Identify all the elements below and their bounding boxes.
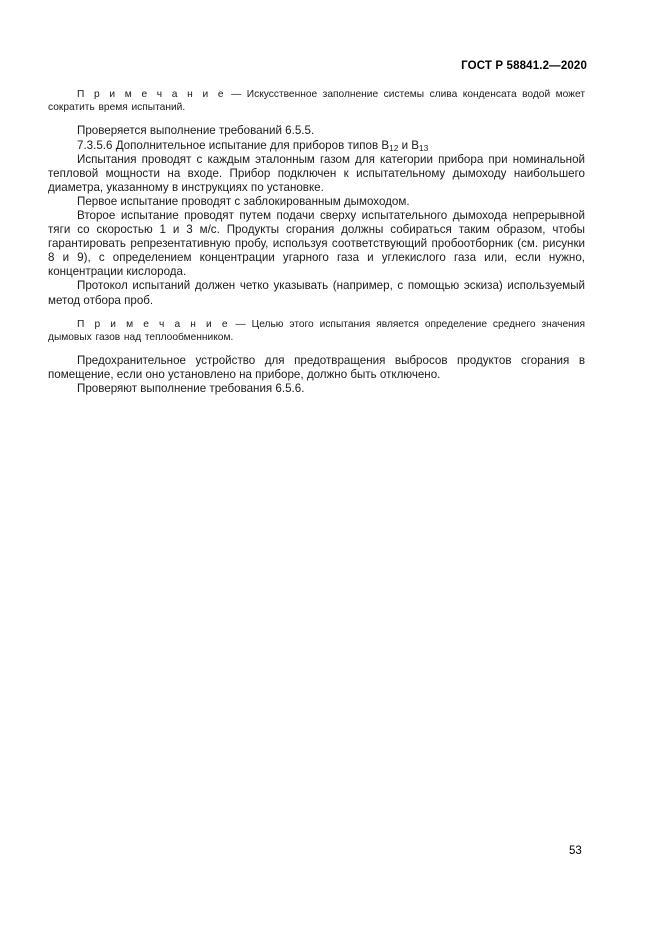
page-text-column [48,88,585,396]
paragraph-check-6-5-5: Проверяется выполнение требований 6.5.5. [77,124,315,138]
paragraph-safety-device: Предохранительное устройство для предотвращения выбросов продуктов сгорания в помещение, если оно установлено на приборе, должно быть отключено. [48,354,585,382]
note-text: Целью этого испытания является определение среднего значения дымовых газов над теплообменником. [48,318,585,343]
paragraph-first-test: Первое испытание проводят с заблокированным дымоходом. [77,194,410,208]
note-label: П р и м е ч а н и е [77,89,226,100]
paragraph-check-6-5-6: Проверяют выполнение требования 6.5.6. [77,382,305,396]
note-label: П р и м е ч а н и е [77,318,230,330]
note-paragraph-2 [48,318,585,344]
appliance-type-subscript-12: 12 [389,142,399,153]
note-dash: — [225,89,247,100]
note-text: Искусственное заполнение системы слива конденсата водой может сократить время испытаний. [48,89,585,114]
clause-title-part-1: Дополнительное испытание для приборов типов B [112,138,390,152]
appliance-type-subscript-13: 13 [419,142,429,153]
clause-title-part-2: и B [398,138,420,152]
paragraph-test-report: Протокол испытаний должен четко указывать (например, с помощью эскиза) используемый метод отбора проб. [48,279,585,307]
clause-number: 7.3.5.6 [77,138,113,152]
paragraph-second-test: Второе испытание проводят путем подачи сверху испытательного дымохода непрерывной тяги со скоростью 1 и 3 м/с. Продукты сгорания должны собираться таким образом, чтобы гарантировать репрезентативную пробу, используя соответствующий пробоотборник (см. рисунки 8 и 9), с определением концентрации угарного газа и углекислого газа или, если нужно, концентрации кислорода. [48,208,585,279]
clause-heading-7-3-5-6 [48,139,585,153]
document-header-standard-number: ГОСТ Р 58841.2—2020 [461,60,587,72]
note-paragraph-1 [48,88,585,114]
note-dash: — [229,318,252,330]
paragraph-test-conditions: Испытания проводят с каждым эталонным газом для категории прибора при номинальной тепловой мощности на входе. Прибор подключен к испытательному дымоходу наибольшего диаметра, указанному в инструкциях по установке. [48,152,585,194]
page-number: 53 [569,845,582,857]
